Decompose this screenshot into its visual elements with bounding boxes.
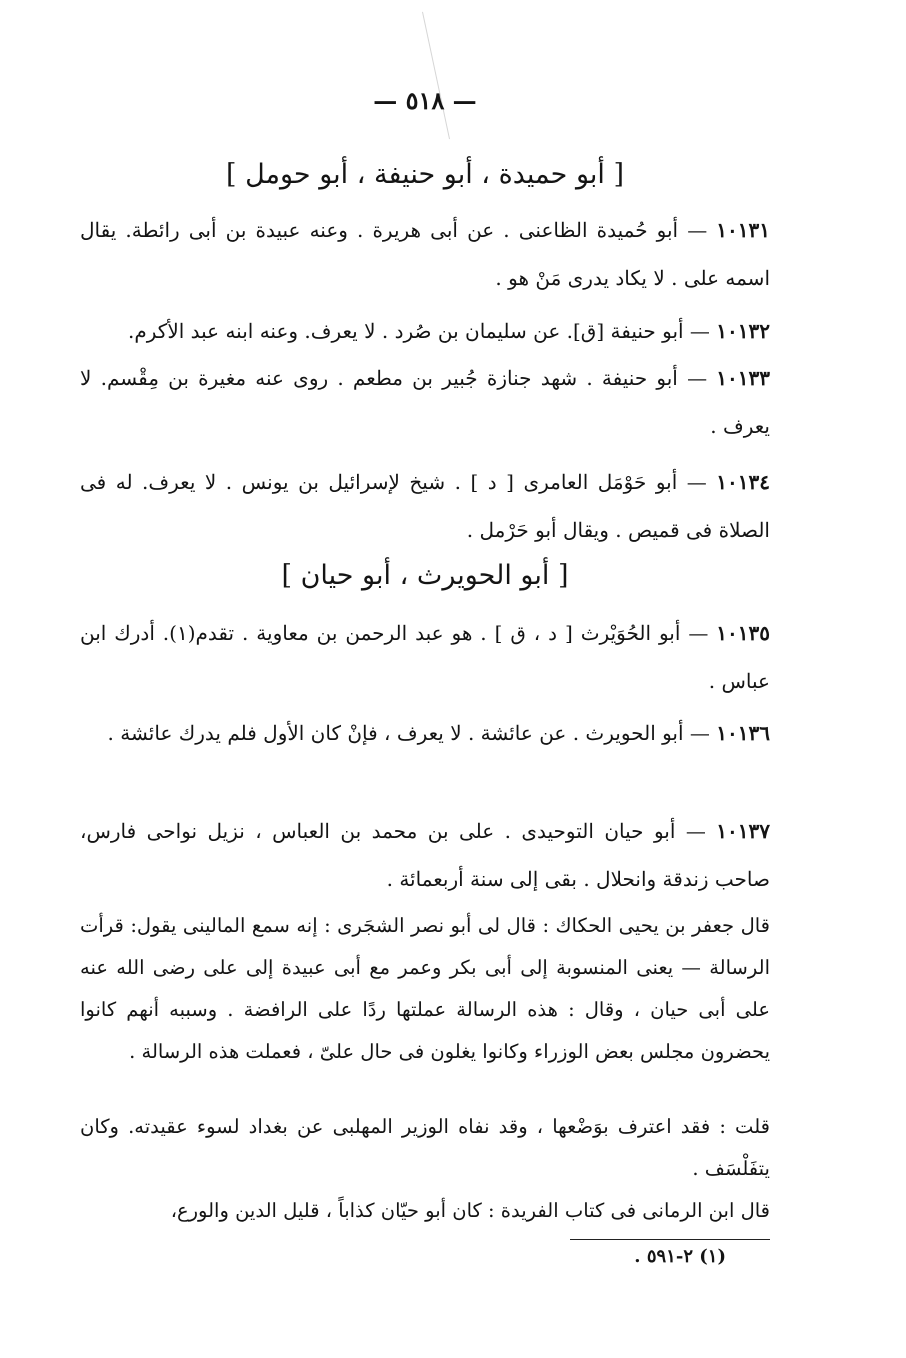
entry-dash: — <box>683 721 717 745</box>
entry-number: ١٠١٣٢ <box>716 319 770 343</box>
entry-text: أبو حَوْمَل العامرى [ د ] . شيخ لإسرائيل بن يونس . لا يعرف. له فى الصلاة فى قميص . ويقال أبو حَرْمل . <box>80 470 770 542</box>
entry-10134 <box>80 458 770 554</box>
entry-number: ١٠١٣٧ <box>716 819 771 843</box>
entry-10136 <box>80 709 770 757</box>
entry-10132 <box>80 307 770 355</box>
entry-10137 <box>80 807 770 903</box>
entry-10131 <box>80 206 770 302</box>
entry-number: ١٠١٣٦ <box>716 721 770 745</box>
paragraph-rummani: قال ابن الرمانى فى كتاب الفريدة : كان أبو حيّان كذاباً ، قليل الدين والورع، <box>170 1199 770 1222</box>
entry-text: أبو حنيفة [ق]. عن سليمان بن صُرد . لا يعرف. وعنه ابنه عبد الأكرم. <box>128 319 684 343</box>
entry-number: ١٠١٣١ <box>716 218 770 242</box>
entry-10135 <box>80 609 770 705</box>
entry-dash: — <box>680 621 717 645</box>
paragraph-quote: قال جعفر بن يحيى الحكاك : قال لى أبو نصر الشجَرى : إنه سمع المالينى يقول: قرأت الرسالة — يعنى المنسوبة إلى أبى بكر وعمر مع أبى عبيدة إلى على رضى الله عنه على أبى حيان ، وقال : هذه الرسالة عملتها ردًا على الرافضة . وسببه أنهم كانوا يحضرون مجلس بعض الوزراء وكانوا يغلون فى حال علىّ ، فعملت هذه الرسالة . <box>80 914 770 1063</box>
section-heading: [ أبو الحويرث ، أبو حيان ] <box>281 560 569 591</box>
entry-number: ١٠١٣٥ <box>716 621 770 645</box>
document-page <box>80 0 770 1358</box>
entry-dash: — <box>677 366 717 390</box>
entry-text: أبو حيان التوحيدى . على بن محمد بن العباس ، نزيل نواحى فارس، صاحب زندقة وانحلال . بقى إلى سنة أربعمائة . <box>80 819 770 891</box>
entry-10133 <box>80 354 770 450</box>
page-number: — ٥١٨ — <box>373 86 477 115</box>
entry-text: أبو الحويرث . عن عائشة . لا يعرف ، فإنْ كان الأول فلم يدرك عائشة . <box>107 721 684 745</box>
entry-dash: — <box>675 819 717 843</box>
entry-dash: — <box>683 319 717 343</box>
entry-text: أبو حنيفة . شهد جنازة جُبير بن مطعم . روى عنه مغيرة بن مِقْسم. لا يعرف . <box>80 366 770 438</box>
section-heading: [ أبو حميدة ، أبو حنيفة ، أبو حومل ] <box>225 159 625 190</box>
entry-text: أبو الحُوَيْرث [ د ، ق ] . هو عبد الرحمن بن معاوية . تقدم(١). أدرك ابن عباس . <box>80 621 770 693</box>
entry-number: ١٠١٣٤ <box>716 470 770 494</box>
footnote: (١) ٢-٥٩١ . <box>634 1246 726 1267</box>
paragraph-comment: قلت : فقد اعترف بوَضْعها ، وقد نفاه الوزير المهلبى عن بغداد لسوء عقيدته. وكان يتفَلْسَف . <box>80 1115 770 1180</box>
entry-dash: — <box>678 218 717 242</box>
entry-text: أبو حُميدة الظاعنى . عن أبى هريرة . وعنه عبيدة بن أبى رائطة. يقال اسمه على . لا يكاد يدرى مَنْ هو . <box>80 218 770 290</box>
entry-number: ١٠١٣٣ <box>716 366 771 390</box>
entry-dash: — <box>677 470 717 494</box>
footnote-divider <box>570 1239 770 1240</box>
